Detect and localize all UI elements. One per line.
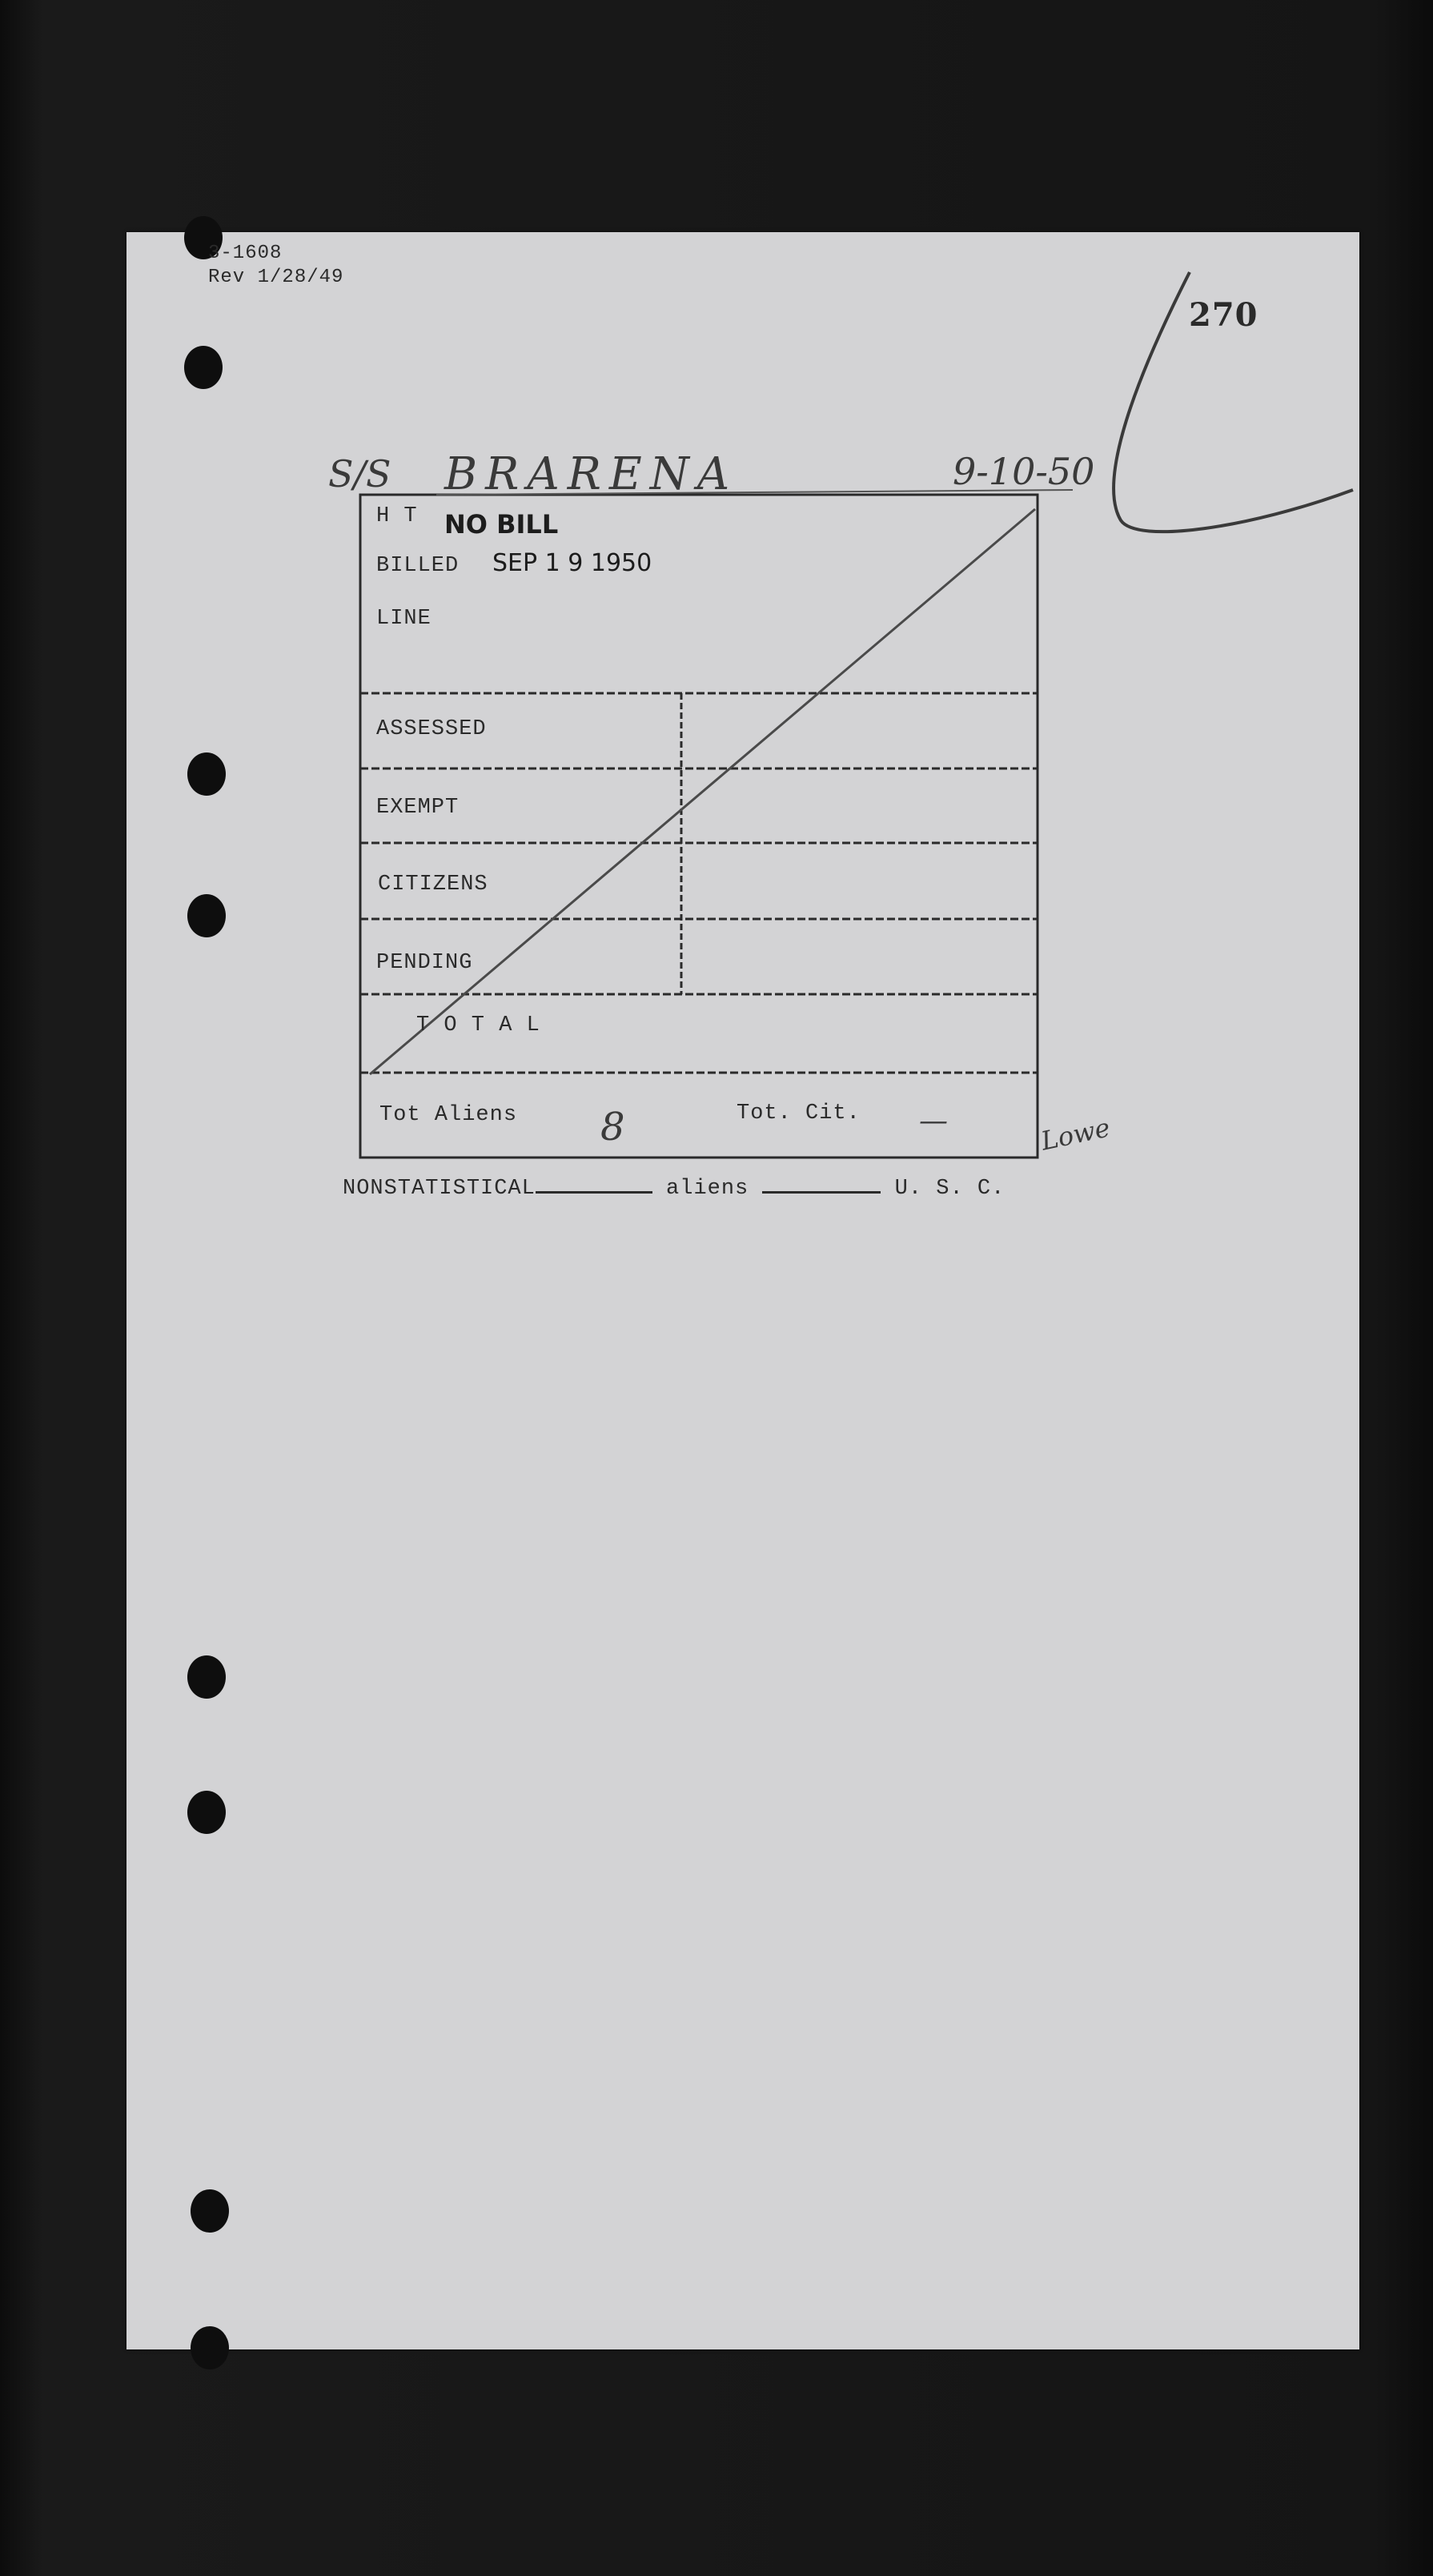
nonstatistical-line bbox=[343, 1177, 1005, 1201]
strike-through-line bbox=[370, 509, 1035, 1074]
tot-cit-label: Tot. Cit. bbox=[737, 1101, 861, 1125]
ht-label: H T bbox=[376, 504, 418, 528]
billed-label: BILLED bbox=[376, 554, 460, 578]
tot-cit-value: — bbox=[919, 1105, 948, 1138]
vessel-name: BRARENA bbox=[444, 448, 738, 500]
line-label: LINE bbox=[376, 607, 432, 631]
page-number: 270 bbox=[1189, 296, 1258, 334]
citizens-label: CITIZENS bbox=[378, 873, 488, 897]
form-revision: Rev 1/28/49 bbox=[208, 267, 344, 288]
aliens-label: aliens bbox=[666, 1177, 749, 1201]
exempt-label: EXEMPT bbox=[376, 796, 460, 820]
vessel-prefix: S/S bbox=[328, 452, 391, 496]
no-bill-stamp: NO BILL bbox=[444, 509, 559, 540]
total-label: T O T A L bbox=[416, 1013, 540, 1037]
billed-date-stamp: SEP 1 9 1950 bbox=[492, 549, 652, 577]
tot-aliens-value: 8 bbox=[600, 1105, 625, 1150]
nonstatistical-label: NONSTATISTICAL bbox=[343, 1177, 536, 1201]
arrival-date: 9-10-50 bbox=[953, 450, 1095, 493]
nonstatistical-blank bbox=[536, 1191, 652, 1194]
pending-label: PENDING bbox=[376, 951, 473, 975]
initials: Lowe bbox=[1038, 1112, 1113, 1157]
usc-label: U. S. C. bbox=[894, 1177, 1006, 1201]
assessed-label: ASSESSED bbox=[376, 717, 487, 741]
bracket-mark bbox=[1114, 272, 1353, 532]
form-number: 3-1608 bbox=[208, 243, 283, 264]
aliens-blank bbox=[762, 1191, 881, 1194]
tot-aliens-label: Tot Aliens bbox=[379, 1103, 518, 1127]
